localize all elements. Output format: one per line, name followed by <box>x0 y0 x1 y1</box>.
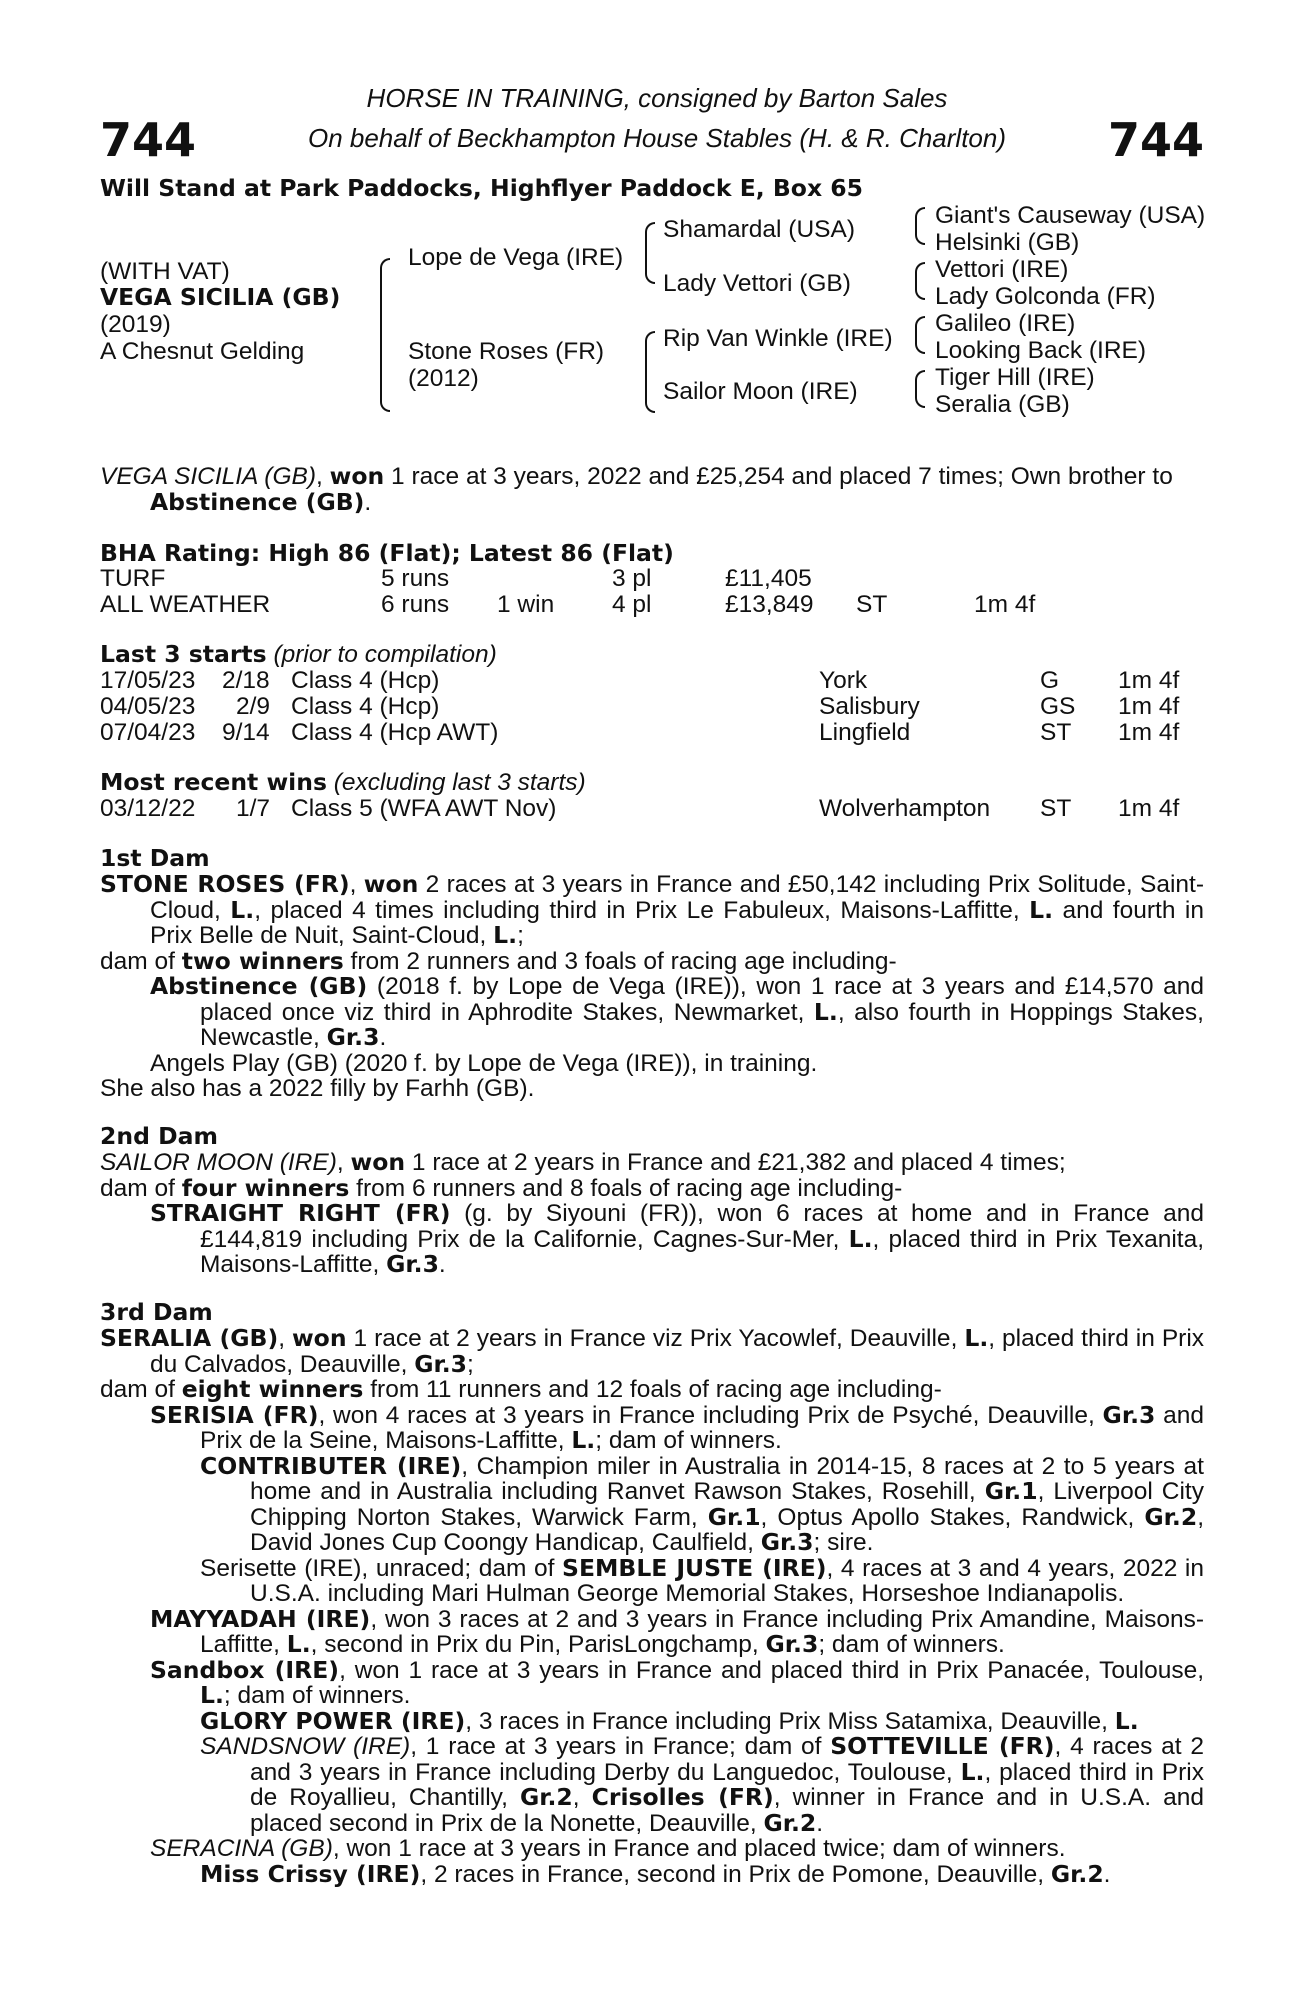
ds-brace <box>915 316 925 354</box>
sandbox-entry: Sandbox (IRE), won 1 race at 3 years in France and placed third in Prix Panacée, Toulouse, L.; dam of winners. <box>150 1655 1205 1709</box>
start-distance: 1m 4f <box>1118 719 1180 746</box>
sire-dam-dam: Lady Golconda (FR) <box>935 283 1156 310</box>
rating-prize: £11,405 <box>725 565 812 592</box>
rating-surface: TURF <box>100 565 166 592</box>
sire-dam-sire: Vettori (IRE) <box>935 256 1069 283</box>
third-dam-record: SERALIA (GB), won 1 race at 2 years in France viz Prix Yacowlef, Deauville, L., placed third in Prix du Calvados, Deauville, Gr.3; <box>100 1324 1205 1378</box>
lot-number-right: 744 <box>1107 113 1204 167</box>
mayyadah-entry: MAYYADAH (IRE), won 3 races at 2 and 3 years in France including Prix Amandine, Maisons-Laffitte, L., second in Prix du Pin, ParisLongchamp, Gr.3; dam of winners. <box>150 1604 1204 1658</box>
serisette-entry: Serisette (IRE), unraced; dam of SEMBLE JUSTE (IRE), 4 races at 3 and 4 years, 2022 in U.S.A. including Mari Hulman George Memorial Stakes, Horseshoe Indianapolis. <box>200 1553 1205 1607</box>
horse-name: VEGA SICILIA (GB) <box>100 283 341 311</box>
start-race: Class 4 (Hcp) <box>291 693 440 720</box>
dam-sire: Rip Van Winkle (IRE) <box>663 325 893 352</box>
third-dam-section <box>100 1326 1204 1887</box>
rating-going: ST <box>856 591 888 618</box>
dam-dam-dam: Seralia (GB) <box>935 391 1070 418</box>
sire-sire-dam: Helsinki (GB) <box>935 229 1080 256</box>
win-position: 1/7 <box>236 795 271 822</box>
rating-distance: 1m 4f <box>974 591 1036 618</box>
rating-prize: £13,849 <box>725 591 814 618</box>
win-course: Wolverhampton <box>819 795 991 822</box>
sire-name: Lope de Vega (IRE) <box>408 244 624 271</box>
straight-right-entry: STRAIGHT RIGHT (FR) (g. by Siyouni (FR)), won 6 races at home and in France and £144,819 including Prix de la Californie, Cagnes-Sur-Mer, L., placed third in Prix Texanita, Maisons-Laffitte, Gr.3. <box>150 1199 1204 1278</box>
stand-location: Will Stand at Park Paddocks, Highflyer Paddock E, Box 65 <box>100 174 863 202</box>
bha-rating: BHA Rating: High 86 (Flat); Latest 86 (Flat) <box>100 539 674 567</box>
rating-placed: 3 pl <box>612 565 652 592</box>
third-dam-produce: dam of eight winners from 11 runners and 12 foals of racing age including- <box>100 1375 942 1403</box>
rating-runs: 6 runs <box>381 591 450 618</box>
start-position: 2/9 <box>236 693 271 720</box>
start-date: 17/05/23 <box>100 667 196 694</box>
start-course: Salisbury <box>819 693 920 720</box>
win-date: 03/12/22 <box>100 795 196 822</box>
serisia-entry: SERISIA (FR), won 4 races at 3 years in France including Prix de Psyché, Deauville, Gr.3 and Prix de la Seine, Maisons-Laffitte, L.; dam of winners. <box>150 1400 1204 1454</box>
start-date: 07/04/23 <box>100 719 196 746</box>
start-race: Class 4 (Hcp) <box>291 667 440 694</box>
seracina-entry: SERACINA (GB), won 1 race at 3 years in France and placed twice; dam of winners. <box>150 1835 1066 1862</box>
on-behalf-line: On behalf of Beckhampton House Stables (H. & R. Charlton) <box>307 123 1006 153</box>
second-dam-record: SAILOR MOON (IRE), won 1 race at 2 years in France and £21,382 and placed 4 times; <box>100 1148 1066 1176</box>
race-summary: VEGA SICILIA (GB), won 1 race at 3 years, 2022 and £25,254 and placed 7 times; Own brother to Abstinence (GB). <box>100 462 1173 516</box>
start-course: Lingfield <box>819 719 911 746</box>
sd-brace <box>915 262 925 300</box>
rating-placed: 4 pl <box>612 591 652 618</box>
start-going: G <box>1040 667 1060 694</box>
sire-parents-brace <box>645 222 655 284</box>
win-distance: 1m 4f <box>1118 795 1180 822</box>
dam-name: Stone Roses (FR) <box>408 338 605 365</box>
horse-year: (2019) <box>100 311 171 338</box>
first-dam-title: 1st Dam <box>100 844 210 872</box>
rating-surface: ALL WEATHER <box>100 591 271 618</box>
start-race: Class 4 (Hcp AWT) <box>291 719 499 746</box>
rating-wins: 1 win <box>497 591 555 618</box>
dam-sire-sire: Galileo (IRE) <box>935 310 1076 337</box>
start-course: York <box>819 667 868 694</box>
start-position: 9/14 <box>222 719 270 746</box>
dam-year: (2012) <box>408 365 479 392</box>
dd-brace <box>915 370 925 408</box>
abstinence-entry: Abstinence (GB) (2018 f. by Lope de Vega (IRE)), won 1 race at 3 years and £14,570 and placed once viz third in Aphrodite Stakes, Newmarket, L., also fourth in Hoppings Stakes, Newcastle, Gr.3. <box>150 972 1204 1051</box>
start-distance: 1m 4f <box>1118 667 1180 694</box>
glory-power-entry: GLORY POWER (IRE), 3 races in France including Prix Miss Satamixa, Deauville, L. <box>200 1706 1139 1735</box>
first-dam-section <box>100 872 1204 1102</box>
first-dam-also: She also has a 2022 filly by Farhh (GB). <box>100 1075 535 1102</box>
first-dam-record: STONE ROSES (FR), won 2 races at 3 years in France and £50,142 including Prix Solitude, Saint-Cloud, L., placed 4 times including third in Prix Le Fabuleux, Maisons-Laffitte, L. and fourth in Prix Belle de Nuit, Saint-Cloud, L.; <box>100 870 1204 949</box>
dam-dam-sire: Tiger Hill (IRE) <box>935 364 1095 391</box>
consignor-line: HORSE IN TRAINING, consigned by Barton Sales <box>366 83 948 113</box>
start-position: 2/18 <box>222 667 270 694</box>
dam-parents-brace <box>645 331 655 413</box>
start-date: 04/05/23 <box>100 693 196 720</box>
second-dam-produce: dam of four winners from 6 runners and 8 foals of racing age including- <box>100 1173 903 1202</box>
horse-description: A Chesnut Gelding <box>100 338 305 365</box>
last-starts-title: Last 3 starts (prior to compilation) <box>100 640 497 668</box>
dam-sire-dam: Looking Back (IRE) <box>935 337 1147 364</box>
sire-sire-sire: Giant's Causeway (USA) <box>935 202 1206 229</box>
sire-dam-brace <box>380 258 390 412</box>
recent-wins-title: Most recent wins (excluding last 3 starts) <box>100 768 586 796</box>
third-dam-title: 3rd Dam <box>100 1298 213 1326</box>
ss-brace <box>915 207 925 245</box>
second-dam-section <box>100 1150 1204 1278</box>
lot-number-left: 744 <box>100 113 197 167</box>
sandsnow-entry: SANDSNOW (IRE), 1 race at 3 years in France; dam of SOTTEVILLE (FR), 4 races at 2 and 3 years in France including Derby du Languedoc, Toulouse, L., placed third in Prix de Royallieu, Chantilly, Gr.2, Crisolles (FR), winner in France and in U.S.A. and placed second in Prix de la Nonette, Deauville, Gr.2. <box>200 1732 1204 1837</box>
vat-label: (WITH VAT) <box>100 258 230 285</box>
first-dam-produce: dam of two winners from 2 runners and 3 foals of racing age including- <box>100 946 897 975</box>
sire-dam: Lady Vettori (GB) <box>663 270 851 297</box>
start-distance: 1m 4f <box>1118 693 1180 720</box>
rating-runs: 5 runs <box>381 565 450 592</box>
angels-play-entry: Angels Play (GB) (2020 f. by Lope de Vega (IRE)), in training. <box>150 1049 818 1077</box>
start-going: GS <box>1040 693 1076 720</box>
sire-sire: Shamardal (USA) <box>663 216 855 243</box>
miss-crissy-entry: Miss Crissy (IRE), 2 races in France, second in Prix de Pomone, Deauville, Gr.2. <box>200 1859 1111 1888</box>
second-dam-title: 2nd Dam <box>100 1122 218 1150</box>
start-going: ST <box>1040 719 1072 746</box>
contributer-entry: CONTRIBUTER (IRE), Champion miler in Australia in 2014-15, 8 races at 2 to 5 years at home and in Australia including Ranvet Rawson Stakes, Rosehill, Gr.1, Liverpool City Chipping Norton Stakes, Warwick Farm, Gr.1, Optus Apollo Stakes, Randwick, Gr.2, David Jones Cup Coongy Handicap, Caulfield, Gr.3; sire. <box>200 1451 1204 1556</box>
dam-dam: Sailor Moon (IRE) <box>663 378 858 405</box>
win-race: Class 5 (WFA AWT Nov) <box>291 795 557 822</box>
win-going: ST <box>1040 795 1072 822</box>
